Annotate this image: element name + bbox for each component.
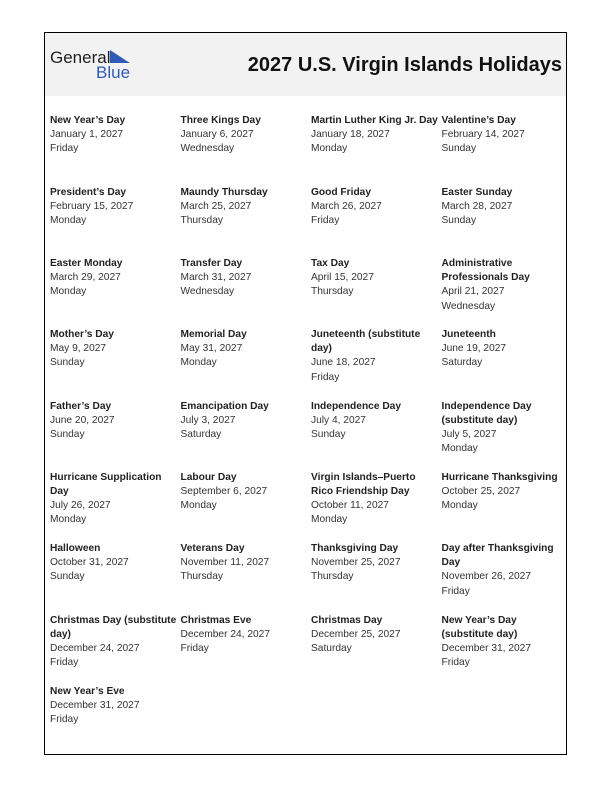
holiday-entry bbox=[442, 542, 570, 599]
holiday-date: July 4, 2027 bbox=[311, 414, 366, 426]
holiday-date: May 31, 2027 bbox=[180, 343, 243, 355]
holiday-weekday: Sunday bbox=[50, 428, 85, 440]
holiday-name: Memorial Day bbox=[180, 329, 247, 340]
holiday-entry bbox=[181, 471, 309, 514]
holiday-entry bbox=[311, 471, 439, 528]
holiday-name: New Year’s Day bbox=[50, 115, 126, 126]
holiday-weekday: Thursday bbox=[180, 214, 223, 226]
holiday-entry bbox=[181, 257, 309, 300]
holiday-date: March 25, 2027 bbox=[180, 200, 252, 212]
holiday-weekday: Friday bbox=[311, 371, 340, 383]
holiday-weekday: Monday bbox=[50, 286, 87, 298]
holiday-entry bbox=[311, 328, 439, 385]
holiday-entry bbox=[442, 471, 570, 514]
holiday-date: October 25, 2027 bbox=[441, 485, 521, 497]
holiday-name: Independence Day (substitute day) bbox=[441, 400, 532, 426]
holiday-date: July 5, 2027 bbox=[441, 428, 497, 440]
holiday-date: May 9, 2027 bbox=[50, 343, 107, 355]
holiday-entry bbox=[311, 114, 439, 157]
holiday-weekday: Sunday bbox=[311, 428, 346, 440]
holiday-weekday: Friday bbox=[441, 657, 470, 669]
holiday-weekday: Wednesday bbox=[180, 143, 235, 155]
holiday-weekday: Sunday bbox=[50, 571, 85, 583]
holiday-date: November 26, 2027 bbox=[441, 571, 531, 583]
holiday-entry bbox=[311, 400, 439, 443]
holiday-date: October 11, 2027 bbox=[311, 499, 389, 511]
holiday-entry bbox=[442, 186, 570, 229]
holiday-name: Juneteenth bbox=[441, 329, 496, 340]
holiday-entry bbox=[50, 114, 178, 157]
holiday-name: Transfer Day bbox=[180, 258, 243, 269]
holiday-name: Christmas Day bbox=[311, 614, 383, 626]
holiday-date: March 28, 2027 bbox=[441, 200, 513, 212]
holiday-date: November 11, 2027 bbox=[180, 557, 270, 569]
holiday-date: December 31, 2027 bbox=[441, 642, 531, 654]
holiday-date: April 21, 2027 bbox=[441, 286, 505, 298]
holiday-name: Emancipation Day bbox=[180, 400, 269, 412]
holiday-date: March 29, 2027 bbox=[50, 272, 121, 284]
holiday-name: Easter Sunday bbox=[441, 186, 513, 198]
holiday-entry bbox=[50, 186, 178, 229]
holiday-date: July 26, 2027 bbox=[50, 499, 111, 511]
holiday-name: Veterans Day bbox=[180, 543, 245, 554]
holiday-name: New Year’s Eve bbox=[50, 685, 125, 697]
holiday-weekday: Monday bbox=[311, 143, 348, 155]
holiday-weekday: Monday bbox=[180, 357, 217, 369]
holiday-name: Christmas Day (substitute day) bbox=[50, 614, 177, 640]
holiday-entry bbox=[311, 257, 439, 300]
holiday-name: President’s Day bbox=[50, 186, 127, 198]
holiday-name: Hurricane Thanksgiving bbox=[441, 471, 558, 483]
holiday-weekday: Friday bbox=[311, 214, 340, 226]
holiday-entry bbox=[442, 257, 570, 314]
holiday-entry bbox=[50, 614, 178, 671]
holiday-name: Day after Thanksgiving Day bbox=[441, 543, 554, 569]
holiday-date: November 25, 2027 bbox=[311, 557, 401, 569]
holiday-entry bbox=[50, 471, 178, 528]
holiday-name: Martin Luther King Jr. Day bbox=[311, 115, 438, 126]
logo bbox=[50, 48, 140, 82]
holiday-weekday: Friday bbox=[441, 585, 470, 597]
holiday-entry bbox=[181, 614, 309, 657]
holiday-date: June 20, 2027 bbox=[50, 414, 115, 426]
holiday-name: Juneteenth (substitute day) bbox=[311, 329, 421, 355]
page-title: 2027 U.S. Virgin Islands Holidays bbox=[247, 54, 562, 76]
holiday-weekday: Thursday bbox=[311, 571, 354, 583]
holiday-weekday: Sunday bbox=[441, 214, 477, 226]
holiday-entry bbox=[181, 542, 309, 585]
holiday-name: Mother’s Day bbox=[50, 329, 114, 340]
holiday-name: Good Friday bbox=[311, 186, 371, 198]
holiday-weekday: Monday bbox=[180, 499, 217, 511]
holiday-entry bbox=[442, 400, 570, 457]
holiday-date: January 18, 2027 bbox=[311, 129, 390, 141]
holiday-name: Tax Day bbox=[311, 258, 350, 269]
holiday-entry bbox=[181, 186, 309, 229]
holiday-date: July 3, 2027 bbox=[180, 414, 236, 426]
holiday-weekday: Friday bbox=[180, 642, 209, 654]
holiday-date: March 31, 2027 bbox=[180, 272, 252, 284]
holiday-date: December 24, 2027 bbox=[180, 628, 270, 640]
holiday-entry bbox=[50, 685, 178, 728]
holiday-date: December 25, 2027 bbox=[311, 628, 401, 640]
holiday-entry bbox=[311, 186, 439, 229]
holiday-entry bbox=[181, 328, 309, 371]
holiday-weekday: Monday bbox=[50, 514, 87, 526]
holiday-date: December 24, 2027 bbox=[50, 642, 140, 654]
holiday-name: Valentine’s Day bbox=[441, 115, 516, 126]
holiday-name: Three Kings Day bbox=[180, 115, 261, 126]
holiday-weekday: Friday bbox=[50, 143, 79, 155]
holiday-name: Independence Day bbox=[311, 400, 402, 412]
logo-word-blue: Blue bbox=[96, 63, 131, 82]
holiday-entry bbox=[50, 257, 178, 300]
holiday-date: February 15, 2027 bbox=[50, 200, 134, 212]
holiday-entry bbox=[442, 114, 570, 157]
holiday-date: September 6, 2027 bbox=[180, 485, 268, 497]
holiday-name: Labour Day bbox=[180, 471, 237, 483]
holiday-entry bbox=[50, 542, 178, 585]
holiday-weekday: Monday bbox=[441, 499, 478, 511]
holiday-name: Christmas Eve bbox=[180, 614, 252, 626]
holiday-weekday: Friday bbox=[50, 713, 79, 725]
holiday-weekday: Saturday bbox=[441, 357, 483, 369]
holiday-date: January 1, 2027 bbox=[50, 129, 124, 141]
holiday-date: October 31, 2027 bbox=[50, 557, 129, 569]
holiday-date: March 26, 2027 bbox=[311, 200, 382, 212]
holiday-entry bbox=[50, 328, 178, 371]
holiday-weekday: Saturday bbox=[311, 642, 352, 654]
logo-triangle-icon bbox=[110, 50, 130, 63]
holiday-weekday: Monday bbox=[50, 214, 87, 226]
holiday-weekday: Wednesday bbox=[180, 286, 235, 298]
holiday-weekday: Monday bbox=[441, 443, 478, 455]
holiday-name: New Year’s Day (substitute day) bbox=[441, 614, 518, 640]
holiday-weekday: Friday bbox=[50, 657, 79, 669]
holiday-date: June 18, 2027 bbox=[311, 357, 376, 369]
holiday-name: Maundy Thursday bbox=[180, 186, 268, 198]
holiday-name: Thanksgiving Day bbox=[311, 543, 399, 554]
holiday-weekday: Sunday bbox=[50, 357, 85, 369]
holiday-name: Father’s Day bbox=[50, 400, 112, 412]
holiday-name: Easter Monday bbox=[50, 258, 123, 269]
holiday-name: Hurricane Supplication Day bbox=[50, 471, 162, 497]
holiday-entry bbox=[442, 328, 570, 371]
holiday-entry bbox=[181, 114, 309, 157]
holiday-weekday: Monday bbox=[311, 514, 348, 526]
holiday-weekday: Thursday bbox=[311, 286, 354, 298]
holiday-entry bbox=[181, 400, 309, 443]
holiday-name: Administrative Professionals Day bbox=[441, 258, 530, 284]
holiday-date: April 15, 2027 bbox=[311, 272, 374, 284]
holiday-weekday: Sunday bbox=[441, 143, 477, 155]
holiday-entry bbox=[311, 542, 439, 585]
logo-word-general: General bbox=[50, 48, 111, 67]
holiday-entry bbox=[442, 614, 570, 671]
holiday-name: Virgin Islands–Puerto Rico Friendship Day bbox=[311, 471, 416, 497]
holiday-date: January 6, 2027 bbox=[180, 129, 254, 141]
holiday-weekday: Saturday bbox=[180, 428, 222, 440]
holiday-name: Halloween bbox=[50, 543, 101, 554]
holiday-entry bbox=[311, 614, 439, 657]
holiday-weekday: Wednesday bbox=[441, 300, 496, 312]
holiday-date: February 14, 2027 bbox=[441, 129, 525, 141]
holiday-date: June 19, 2027 bbox=[441, 343, 507, 355]
holiday-entry bbox=[50, 400, 178, 443]
holiday-date: December 31, 2027 bbox=[50, 699, 140, 711]
holiday-weekday: Thursday bbox=[180, 571, 223, 583]
